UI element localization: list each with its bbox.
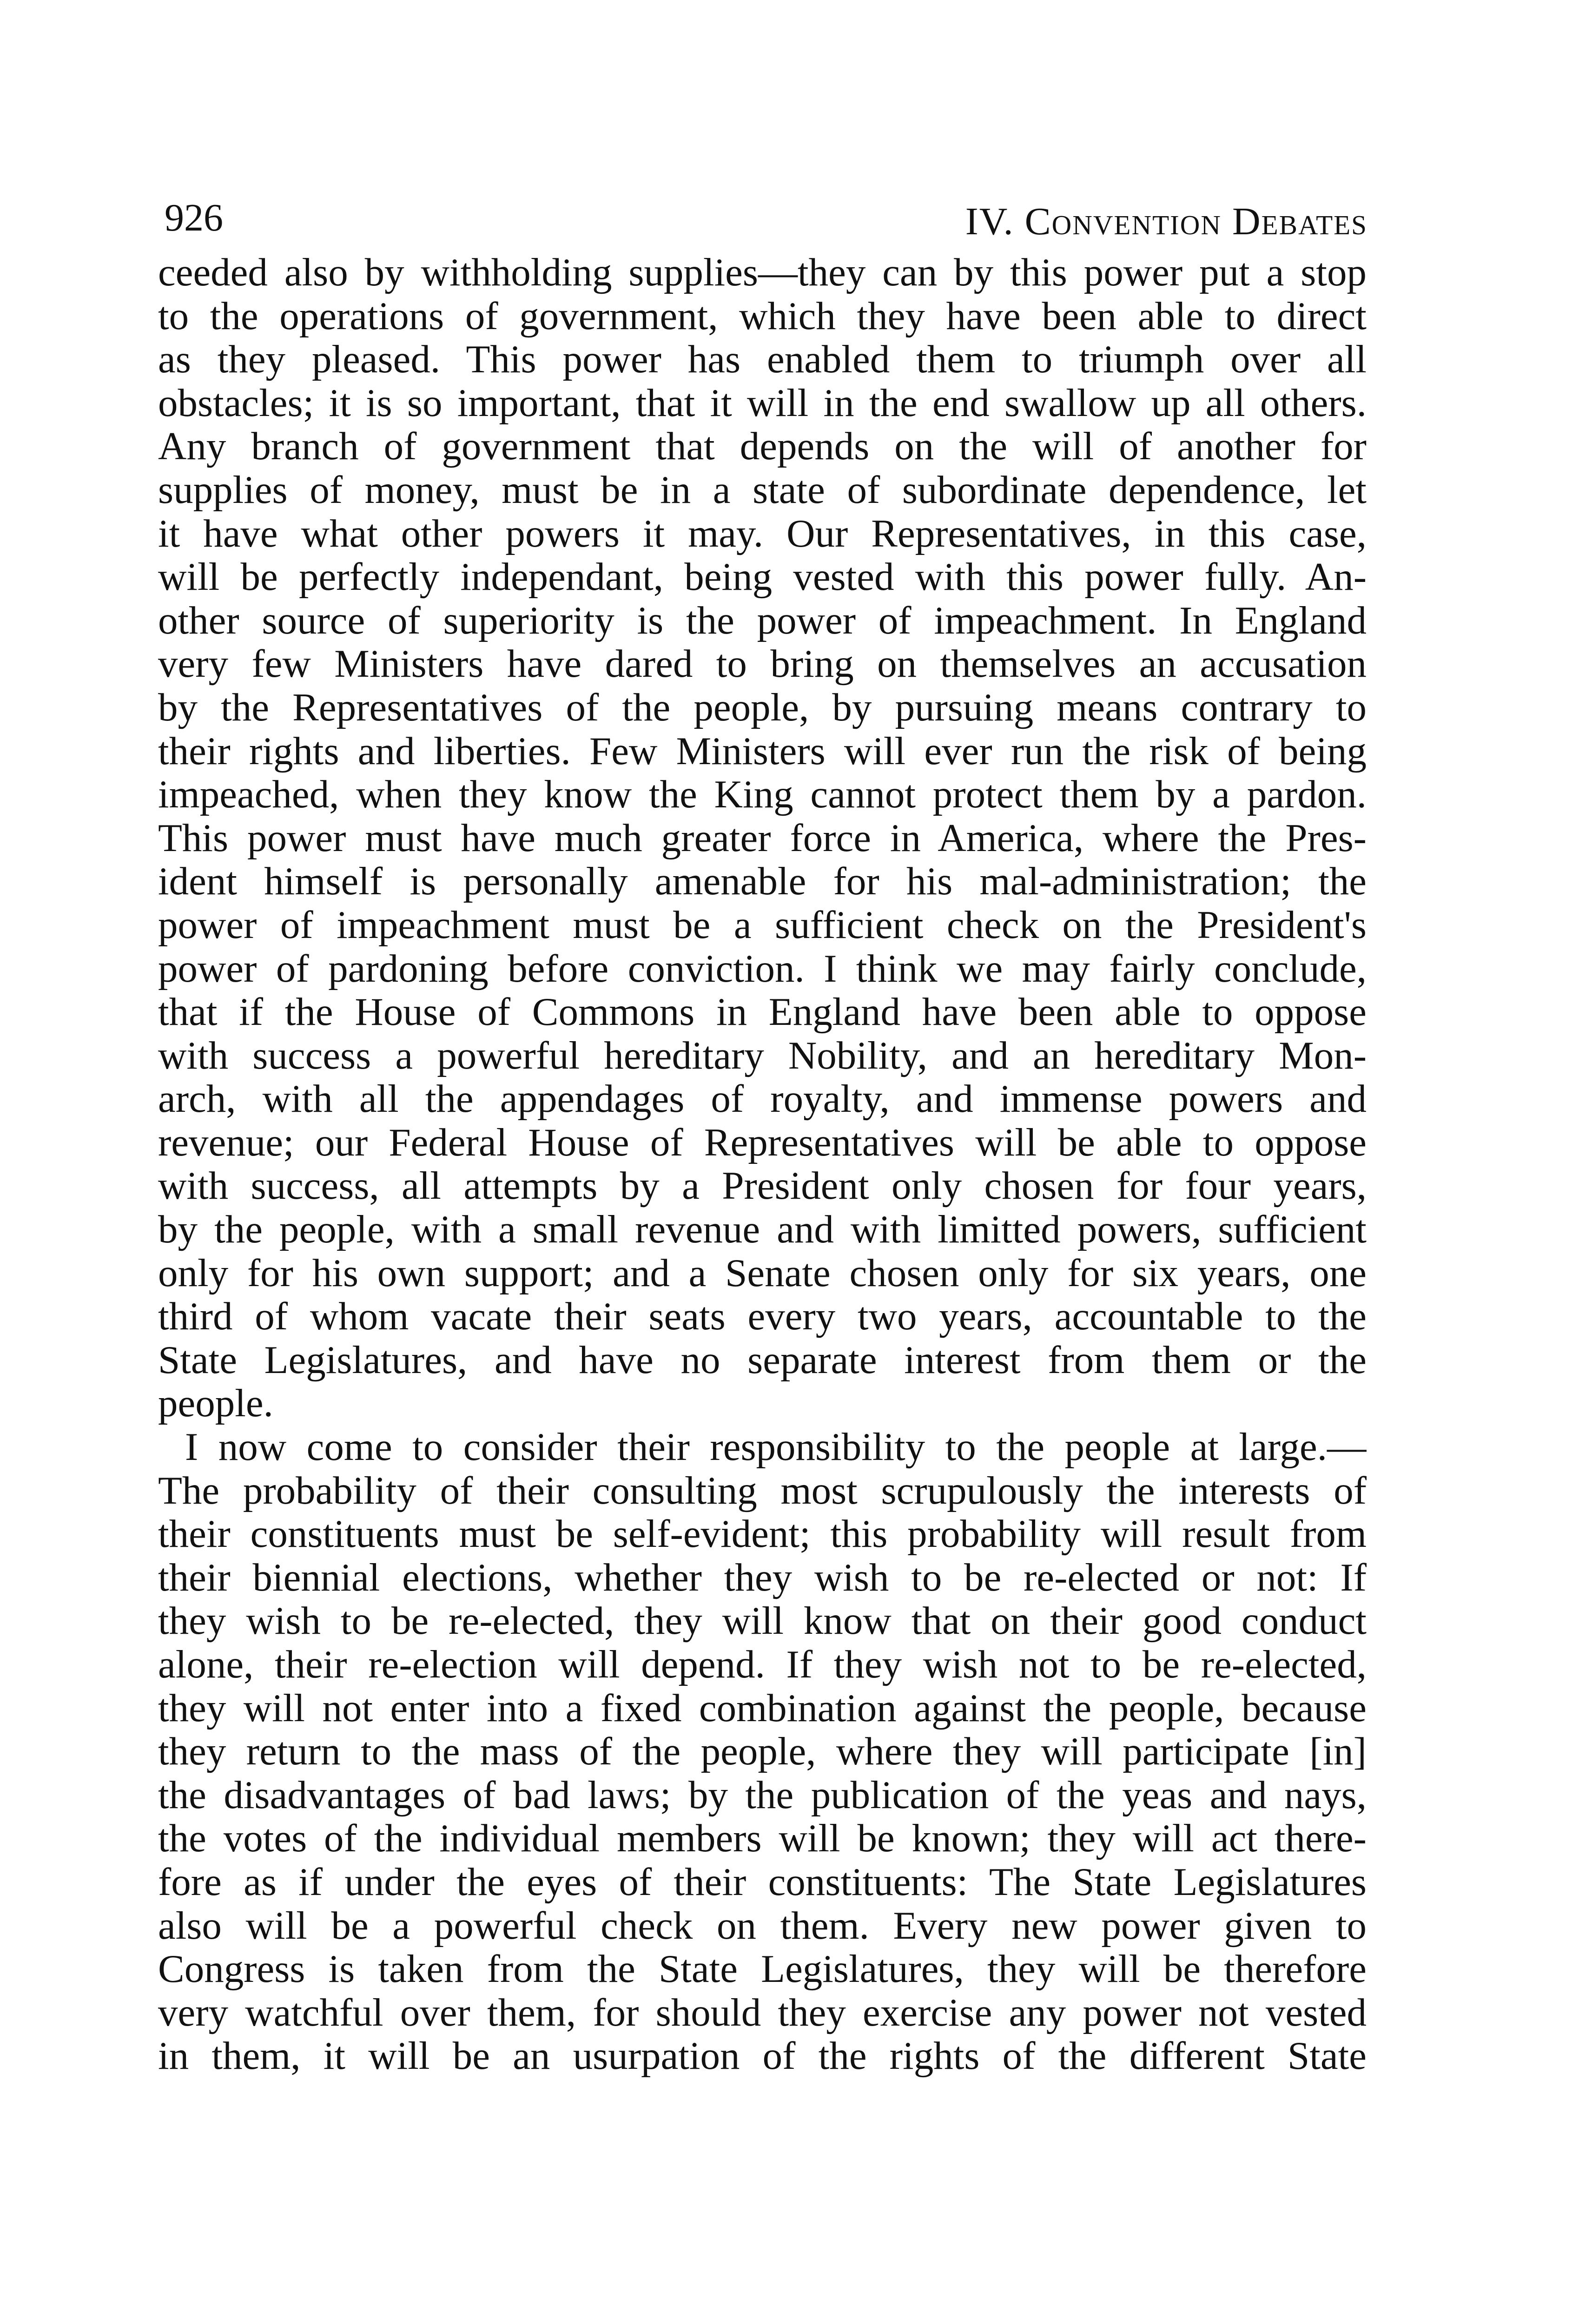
text-line: other source of superiority is the power of impeachment. In England [158, 599, 1367, 642]
text-line: Any branch of government that depends on the will of another for [158, 425, 1367, 469]
paragraph [158, 251, 1367, 1426]
text-line: only for his own support; and a Senate chosen only for six years, one [158, 1251, 1367, 1295]
text-line: I now come to consider their responsibility to the people at large.— [185, 1426, 1367, 1469]
text-line: fore as if under the eyes of their constituents: The State Legislatures [158, 1860, 1367, 1904]
text-line: their biennial elections, whether they wish to be re-elected or not: If [158, 1556, 1367, 1599]
text-line: The probability of their consulting most scrupulously the interests of [158, 1469, 1367, 1512]
text-line: arch, with all the appendages of royalty, and immense powers and [158, 1077, 1367, 1121]
text-line: by the people, with a small revenue and with limitted powers, sufficient [158, 1208, 1367, 1252]
text-line: supplies of money, must be in a state of subordinate dependence, let [158, 468, 1367, 512]
text-line: ceeded also by withholding supplies—they can by this power put a stop [158, 251, 1367, 294]
text-line: ident himself is personally amenable for his mal-administration; the [158, 860, 1367, 904]
text-line: power of impeachment must be a sufficient check on the President's [158, 903, 1367, 947]
text-line: very watchful over them, for should they exercise any power not vested [158, 1991, 1367, 2034]
text-line: very few Ministers have dared to bring on themselves an accusation [158, 642, 1367, 686]
text-line: alone, their re-election will depend. If they wish not to be re-elected, [158, 1643, 1367, 1686]
text-line: to the operations of government, which they have been able to direct [158, 294, 1367, 338]
text-line: third of whom vacate their seats every two years, accountable to the [158, 1295, 1367, 1339]
book-page [158, 195, 1367, 2078]
text-line: they will not enter into a fixed combination against the people, because [158, 1686, 1367, 1730]
text-line: State Legislatures, and have no separate interest from them or the [158, 1338, 1367, 1382]
text-line: obstacles; it is so important, that it will in the end swallow up all others. [158, 381, 1367, 425]
text-line: revenue; our Federal House of Representatives will be able to oppose [158, 1121, 1367, 1164]
text-line: their rights and liberties. Few Ministers will ever run the risk of being [158, 729, 1367, 773]
text-line: will be perfectly independant, being vested with this power fully. An- [158, 555, 1367, 599]
text-line: power of pardoning before conviction. I think we may fairly conclude, [158, 947, 1367, 990]
text-line: This power must have much greater force in America, where the Pres- [158, 816, 1367, 860]
text-line: with success, all attempts by a President only chosen for four years, [158, 1164, 1367, 1208]
text-line: it have what other powers it may. Our Representatives, in this case, [158, 512, 1367, 555]
text-line: with success a powerful hereditary Nobility, and an hereditary Mon- [158, 1034, 1367, 1077]
text-line: they return to the mass of the people, where they will participate [in] [158, 1730, 1367, 1774]
text-line: the votes of the individual members will be known; they will act there- [158, 1817, 1367, 1861]
running-head [158, 195, 1367, 251]
section-title: IV. Convention Debates [965, 200, 1367, 243]
text-line: by the Representatives of the people, by pursuing means contrary to [158, 686, 1367, 729]
body-text [158, 251, 1367, 2078]
text-line: as they pleased. This power has enabled them to triumph over all [158, 338, 1367, 382]
text-line: the disadvantages of bad laws; by the publication of the yeas and nays, [158, 1773, 1367, 1817]
text-line: they wish to be re-elected, they will know that on their good conduct [158, 1599, 1367, 1643]
text-line: Congress is taken from the State Legislatures, they will be therefore [158, 1948, 1367, 1991]
text-line: people. [158, 1382, 273, 1426]
text-line: their constituents must be self-evident; this probability will result from [158, 1512, 1367, 1556]
page-number: 926 [165, 196, 223, 239]
text-line: impeached, when they know the King cannot protect them by a pardon. [158, 773, 1367, 817]
text-line: in them, it will be an usurpation of the rights of the different State [158, 2034, 1367, 2078]
paragraph [158, 1426, 1367, 2078]
text-line: that if the House of Commons in England have been able to oppose [158, 990, 1367, 1034]
text-line: also will be a powerful check on them. Every new power given to [158, 1904, 1367, 1948]
